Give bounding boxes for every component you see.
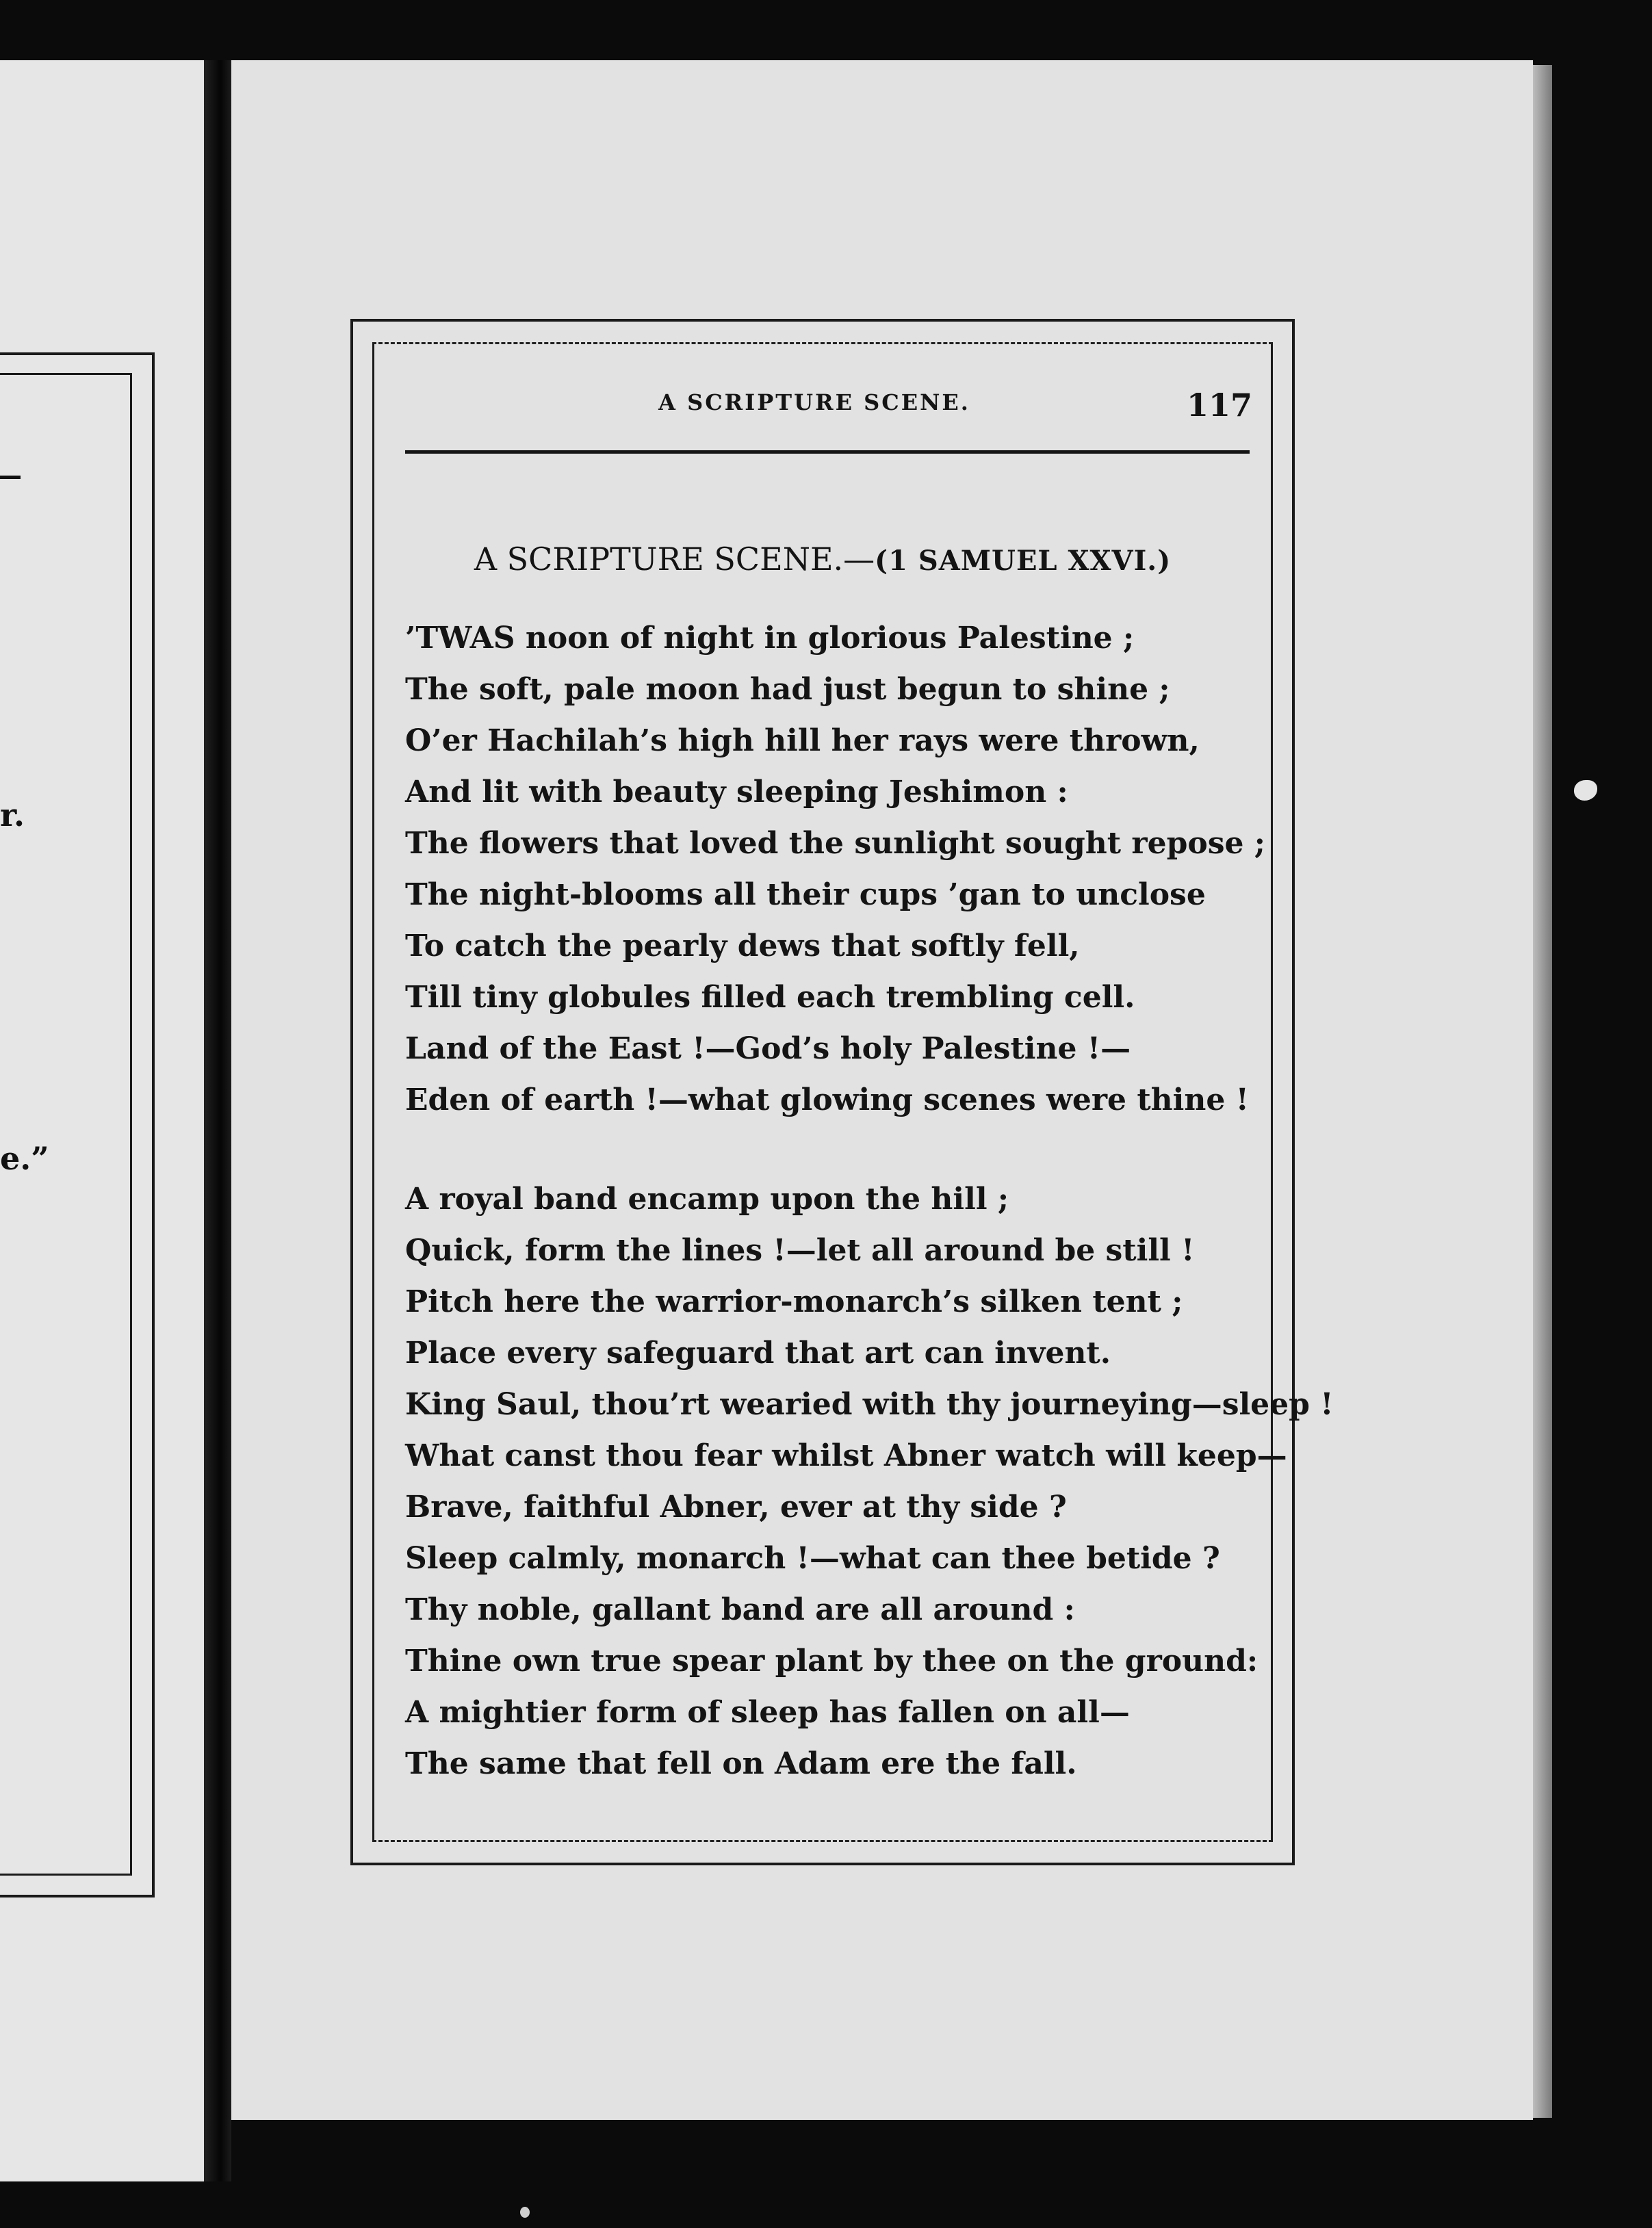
poem-line: Thy noble, gallant band are all around :	[405, 1592, 1075, 1627]
poem-title-text: A SCRIPTURE SCENE.—	[474, 541, 875, 578]
poem-line: O’er Hachilah’s high hill her rays were thrown,	[405, 723, 1200, 758]
poem-line: What canst thou fear whilst Abner watch will keep—	[405, 1438, 1287, 1473]
poem-line: To catch the pearly dews that softly fell,	[405, 929, 1080, 963]
paper-blemish	[1574, 780, 1597, 801]
poem-line: A mightier form of sleep has fallen on all—	[405, 1695, 1130, 1730]
left-page-rule	[0, 476, 21, 479]
poem-line: Place every safeguard that art can invent.	[405, 1336, 1111, 1371]
left-page-border-inner	[0, 373, 132, 1876]
header-rule	[405, 450, 1250, 454]
left-page-text-fragment: r.	[0, 796, 25, 833]
poem-line: King Saul, thou’rt wearied with thy journeying—sleep !	[405, 1387, 1334, 1422]
book-gutter	[204, 60, 231, 2181]
poem-line: Till tiny globules filled each trembling cell.	[405, 980, 1135, 1015]
poem-line: The flowers that loved the sunlight sought repose ;	[405, 826, 1266, 861]
poem-citation: (1 SAMUEL XXVI.)	[875, 545, 1172, 577]
poem-line: Land of the East !—God’s holy Palestine !—	[405, 1031, 1131, 1066]
poem-line: A royal band encamp upon the hill ;	[405, 1182, 1009, 1217]
poem-line: Sleep calmly, monarch !—what can thee betide ?	[405, 1541, 1220, 1576]
paper-speck	[520, 2207, 530, 2218]
stanza-2	[405, 1174, 1334, 1789]
left-page-text-fragment: e.”	[0, 1140, 49, 1177]
stanza-1	[405, 612, 1267, 1126]
page-number: 117	[1186, 387, 1252, 424]
poem-line: Thine own true spear plant by thee on the ground:	[405, 1644, 1259, 1679]
poem-line: Quick, form the lines !—let all around be still !	[405, 1233, 1195, 1268]
poem-line: The soft, pale moon had just begun to shine ;	[405, 672, 1170, 707]
poem-line: Pitch here the warrior-monarch’s silken tent ;	[405, 1284, 1183, 1319]
poem-line: The night-blooms all their cups ’gan to unclose	[405, 877, 1206, 912]
poem-line: Eden of earth !—what glowing scenes were thine !	[405, 1083, 1249, 1117]
page-edge	[1533, 65, 1552, 2118]
running-title: A SCRIPTURE SCENE.	[658, 389, 970, 415]
running-head	[411, 387, 1252, 428]
poem-line: And lit with beauty sleeping Jeshimon :	[405, 775, 1068, 809]
poem-title	[376, 541, 1269, 578]
poem-line: Brave, faithful Abner, ever at thy side ?	[405, 1490, 1067, 1525]
poem-line: ’TWAS noon of night in glorious Palestine ;	[405, 621, 1135, 656]
poem-line: The same that fell on Adam ere the fall.	[405, 1746, 1077, 1781]
